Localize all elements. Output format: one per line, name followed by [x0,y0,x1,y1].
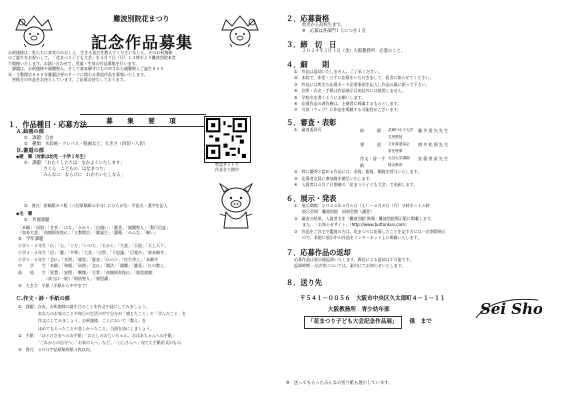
writing-item: ほめてもらったことや悲しかったこと、当面を詩にしましょう。 [18,325,154,331]
judge-role: 作文・詩・手紙 [360,156,386,169]
common-topics-list [18,225,274,236]
judge-name: 唐井松園先生 [418,142,450,148]
judges-heading: ① 審査委員長 [294,127,322,132]
intro-line: で開催いたします。お誘い合わせて、児童・生徒の作品募集を行います。 [8,60,140,66]
section-2-heading: ２．応募資格 [286,14,330,23]
section-8-heading: ８．送り先 [286,278,322,287]
rule-item: ③ 作品には所定の応募カード必要事項を記入し作品の裏に貼って下さい。 [294,81,430,87]
painting-heading: Ａ.絵画の部 [16,129,44,135]
brush-section [8,212,220,224]
exhibit-item: ③ 作品をご自宅で鑑賞の方は、花まつりに応募したことを記す方には一定期間展示 [294,228,446,234]
flyer-subtitle: 難波別院花まつり [113,15,170,23]
grade-row: 高 校 生「智慧」「安穏」「慚愧」「合掌」「南無阿弥陀仏」「報恩感謝」 [18,269,156,275]
grade-row: 中 学 生「本願」「和顔」「同朋」「念仏」「聞法」「親鸞」「慶喜」「仏の教え」 [18,263,168,269]
qr-caption [196,162,258,173]
writing-item: ① 課題：自由。お釈迦様の誕生日のことを作文や詩にしてみましょう。 [18,304,150,309]
judge-org: 文化書道協会 常任理事 [388,142,410,154]
section-8 [286,278,558,287]
writing-item: 作文にしてみましょう。お釈迦様、ことにおいて「教え」を [18,318,146,324]
award-item: ③ 応募者全員に参加賞を贈呈いたします。 [294,175,374,181]
judge-name: 藤井達矢先生 [418,128,450,134]
writing-section [8,296,270,353]
eligibility-item: ※ 応募は各部門１人につき１点 [302,29,366,35]
judge-role: 書 道 [360,142,381,148]
right-column [286,4,560,396]
judge-row [306,141,558,155]
rule-item: ④ 住所・氏名・手紙は作品展示目的以外には使用しません。 [294,88,406,94]
writing-item: ② 手紙：「ほとけさまへのお手紙」「わたしのおじいちゃん、おばあちゃんへの手紙」 [18,332,176,338]
section-1-heading: １．作品種目・応募方法 [8,120,88,129]
calligraphy-heading: Ｂ.書道の部 [16,148,44,155]
judge-role: 絵 画 [360,128,381,134]
painting-item: ① 課題：自由 [24,136,54,141]
intro-line: 皆様方の作品をお待ちしています。ご応募お待ちしております。 [8,77,128,83]
hard-brush-item: ① 課題：「わたくしたちは なかよくいたします」 [24,161,125,167]
seisho-logo [472,290,542,324]
award-item: ④ 入賞者は４月７日開催の「花まつり子ども大会」で表彰します。 [294,182,418,188]
deadline-text: ２０２４年３月１日（金）大阪教務所 必着のこと。 [302,49,406,54]
common-topics-heading: ① 共通課題 [24,218,50,224]
guidelines-heading: 募 集 要 項 [80,114,206,127]
writing-item: 「これからの自分へ」「お家の人へ」など。「○○さんへ」宛てた手紙形式のもの。 [18,340,185,346]
rule-item: ① 作品は返却いたしません。ご了承ください。 [294,69,382,74]
grade-row: （該当は一般）「帰依聖人」「報恩講」 [18,276,112,282]
section-1 [8,120,200,180]
hard-brush-format: ② 書式：原稿紙８５版（八切原稿紙の半分）にひらがな・平仮名・漢字を記入 [24,203,168,208]
grade-row: 小学５・６年生「念仏」「光明」「報恩」「慈悲」「仏の子」「往生浄土」「本願寺 [18,256,158,262]
qr-caption-line: 作品を公開中 [215,167,239,173]
section-2 [286,14,558,35]
hard-brush-heading: ◆硬 筆（対象は幼児・小学１年生） [16,155,89,161]
exhibit-item: ので、本院に展示中の作品をインターネット上に掲載いたします。 [294,235,422,241]
hard-brush-item: 「さくら こどもの はなまつり」 [24,167,108,173]
section-5-heading: ５．審査・表彰 [286,118,337,127]
judge-row [306,127,558,141]
common-topics-line: 「本願」「同朋」「甘茶」「はな」「ひかり」「出遇い」「慶喜」「親鸞聖人」「教行信証」 [18,225,170,230]
recipient-suffix: 係 まで [409,319,432,325]
writing-item: あなたのお家のことや毎日の生活の中で自分が「感じたこと」や「学んだこと」を [18,311,186,317]
grade-topics-heading: ② 学年課題 [18,237,44,242]
flyer-title: 記念作品募集 [90,33,193,52]
judge-org: 大谷大学講師 帰京教育 [388,156,410,168]
award-item: ② 特に優秀と認める作品には、金賞、銀賞、銅賞を授与いたします。 [294,169,422,175]
intro-line: お釈迦様は、私たちに真実のみおしえ、生きる喜びを教えてくださいました。そのお釈迦様 [8,50,173,55]
grade-size: ③ 大きさ：半紙（半紙から中字まで） [18,282,90,288]
footer-note: ※ 送ってもらったみんなの送り紙も展示しています。 [286,381,393,386]
judge-name: 安藤香苗先生 [418,156,450,162]
exhibit-item: ② 審査の結果、入賞者名を「難波別院 新聞」難波別院掲示版に掲載します。 [294,215,435,221]
grade-row: 小学１・２年生「仏」「心」「十方」「いのち」「ちから」「大悲」「天地」「天上天下」 [18,243,168,249]
section-6 [286,194,558,241]
qr-caption-line: 特設サイトで [215,162,239,167]
section-4 [286,60,558,114]
address-line: 〒５４１－００５６ 大阪市中央区久太郎町４－１－１１ [300,296,446,302]
section-7 [286,248,558,270]
mascot-left-icon [12,8,56,48]
judge-row [306,155,558,169]
section-6-heading: ６．展示・発表 [286,194,337,203]
exhibit-item: ① 展示期間：２０２４年４月６日（土）～４月８日（月）９時半～１６時 [294,203,430,208]
hard-brush-item: 「みんなに ならびに わかちいたしなる」 [24,173,125,179]
writing-heading: Ｃ.作文・詩・手紙の部 [16,296,70,302]
section-3-heading: ３．締 切 日 [286,40,337,49]
qr-code-icon[interactable] [204,116,251,163]
return-item: 返却時期・方法等については、案内にてお知らせいたします。 [294,263,406,269]
section-3 [286,40,558,55]
grade-topics [18,237,274,290]
rule-item: ⑥ 応募作品の著作権は、主催者に帰属するものとします。 [294,101,402,107]
intro-line: のご誕生をお祝いして、「花まつり子ども大会」を４月７日（日）１３時半より難波別院本堂 [8,55,176,61]
rule-item: ② 本院で、本堂・公ずに応募をいただきまして、仮舎に知らせてください。 [294,75,434,81]
return-item: 応募作品は展示後返却いたします。郵送による返却は不可能です。 [294,257,414,262]
eligibility-item: 幼児から高校生まで。 [302,23,345,28]
writing-item: ③ 書式：４００字詰原稿用紙３枚以内。 [18,347,94,353]
painting-item: ② 種類：水彩画・クレパス・版画など。大きさ（四切・八切） [24,142,148,148]
intro-line: 年・立教開宗８００年慶讃法要のテーマに関わる書道作品を募集いたします。 [8,71,148,77]
section-4-heading: ４．細 則 [286,60,330,69]
recipient-box: 「花まつり子ども大会記念作品展」 [304,316,402,329]
judge-org: 武庫川女子大学 名誉教授 [388,128,414,140]
logo-text: Sei Sho [480,300,542,318]
exhibit-item[interactable]: また、「お知らせサイト」（http://www.buttonkun.com） [294,222,409,228]
mascot-right-icon [218,8,262,48]
left-column [6,4,276,396]
rule-item: ⑤ 学校名を書くようにお願いします。 [294,94,366,100]
section-7-heading: ７．応募作品の返却 [286,248,351,257]
brush-heading: ◆毛 筆 [16,212,33,217]
office-line: 大阪教務所 青少幼年部 [328,307,390,313]
rule-item: ⑦ 写真（ウェブ）に作品を掲載する可能性がございます。 [294,107,402,113]
intro-line: 課題は、お釈迦様や親鸞聖人、そして東本願寺にもの申された親鸞聖人ご誕生８５０ [8,66,164,72]
exhibit-item: 展示会場：難波別院 同朋会館（講堂） [294,209,374,215]
mailing-address [300,294,470,329]
grade-row: 小学３・４年生「信」「慶」「平和」「大悲」「自然」「不思議」「目覚め」「東本願寺」 [18,250,168,255]
section-5 [286,118,558,189]
common-topics-line: 「如来大悲」「南無阿弥陀仏」「立教開宗」「御誕生」「讃嘆」「みんな」「願い」 [18,230,158,236]
intro-text [8,50,274,82]
